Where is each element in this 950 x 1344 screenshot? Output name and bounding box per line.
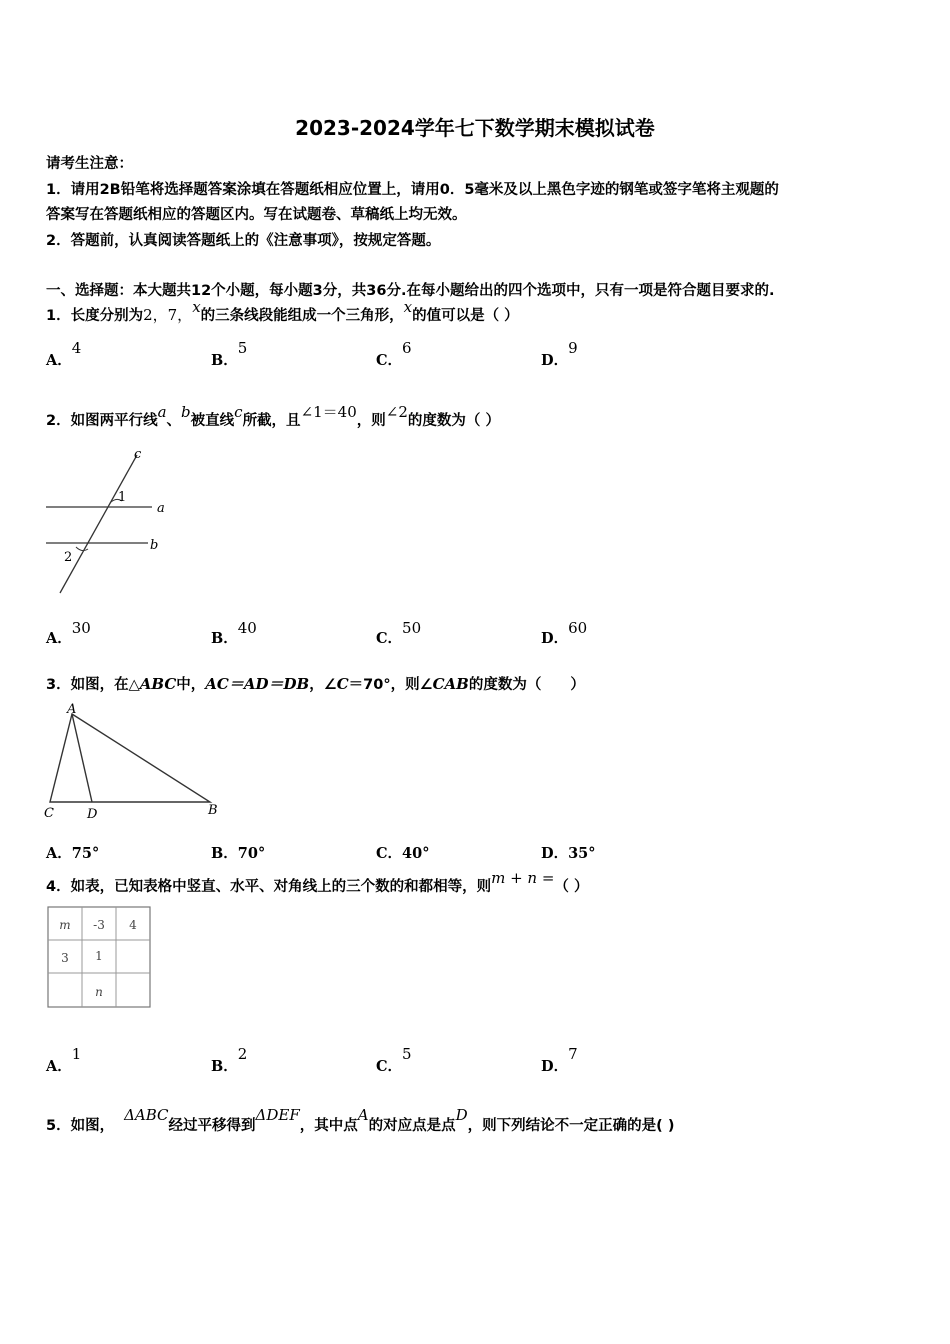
q5-text-5: ，则下列结论不一定正确的是( ) xyxy=(467,1118,675,1134)
q5-math-def: ΔDEF xyxy=(255,1106,300,1124)
q1-option-b[interactable] xyxy=(211,337,248,369)
option-value: 40 xyxy=(237,619,257,637)
option-value: 5 xyxy=(402,1045,412,1063)
segment-ad xyxy=(72,714,92,802)
q2-option-c[interactable] xyxy=(376,617,422,647)
option-label: D． xyxy=(541,630,569,647)
label-C: C xyxy=(44,806,54,821)
q2-angle-1: ∠1＝40 xyxy=(300,403,357,421)
q3-option-d[interactable] xyxy=(541,842,596,863)
option-label: B． xyxy=(211,352,238,369)
q2-option-d[interactable] xyxy=(541,617,588,647)
table-cell: 3 xyxy=(61,951,69,965)
option-label: A． xyxy=(46,352,72,369)
q3-math-cab: CAB xyxy=(432,675,469,693)
notice-line-3: 2．答题前，认真阅读答题纸上的《注意事项》，按规定答题。 xyxy=(46,233,441,249)
q1-math-values: 2，7， xyxy=(143,306,193,324)
option-value: 6 xyxy=(402,339,412,357)
q2-math-a: a xyxy=(157,403,167,421)
q5-text-1: 5．如图， xyxy=(46,1118,115,1134)
option-label: C． xyxy=(376,630,403,647)
question-3-stem xyxy=(46,673,585,694)
q3-triangle-figure xyxy=(40,700,230,825)
q4-text-2: （ ） xyxy=(554,879,589,895)
option-label: B． xyxy=(211,1058,238,1075)
q3-text-5: 的度数为（ ） xyxy=(468,677,585,693)
page-title: 2023-2024学年七下数学期末模拟试卷 xyxy=(295,116,655,140)
notice-heading: 请考生注意： xyxy=(46,156,133,172)
q4-option-b[interactable] xyxy=(211,1043,248,1075)
label-angle-2: 2 xyxy=(64,550,73,565)
notice-line-2: 答案写在答题纸相应的答题区内。写在试题卷、草稿纸上均无效。 xyxy=(46,207,467,223)
q2-option-b[interactable] xyxy=(211,617,257,647)
option-value: 35° xyxy=(568,845,596,862)
option-label: C． xyxy=(376,1058,403,1075)
transversal-c xyxy=(60,455,137,593)
option-label: C． xyxy=(376,352,403,369)
q1-math-x-2: x xyxy=(403,298,413,316)
q4-magic-square-table xyxy=(46,905,154,1011)
option-value: 40° xyxy=(402,845,430,862)
label-angle-1: 1 xyxy=(118,490,127,505)
q5-text-2: 经过平移得到 xyxy=(168,1118,256,1134)
q2-angle-2: ∠2 xyxy=(385,403,408,421)
q2-text-3: 所截，且 xyxy=(242,413,301,429)
angle-2-arc xyxy=(76,547,88,551)
q2-math-b: b xyxy=(181,403,191,421)
option-value: 50 xyxy=(402,619,422,637)
q2-text-2: 被直线 xyxy=(190,413,235,429)
q1-text-3: 的值可以是（ ） xyxy=(412,308,519,324)
option-value: 70° xyxy=(237,845,266,862)
q5-math-abc: ΔABC xyxy=(124,1106,169,1124)
section-heading: 一、选择题：本大题共12个小题，每小题3分，共36分.在每小题给出的四个选项中，只有一项是符合题目要求的. xyxy=(46,283,775,299)
q2-text-1: 2．如图两平行线 xyxy=(46,413,158,429)
q3-option-c[interactable] xyxy=(376,842,429,863)
q3-math-eq: AC＝AD＝DB xyxy=(205,675,310,693)
option-value: 60 xyxy=(568,619,588,637)
q4-option-c[interactable] xyxy=(376,1043,412,1075)
q4-math-expr: m + n = xyxy=(491,869,555,887)
q5-text-4: 的对应点是点 xyxy=(368,1118,456,1134)
q2-sep: 、 xyxy=(166,413,182,429)
q4-option-a[interactable] xyxy=(46,1043,82,1075)
q2-parallel-lines-figure xyxy=(40,445,180,600)
q1-math-x: x xyxy=(192,298,201,316)
triangle-abc xyxy=(50,714,210,802)
option-label: C． xyxy=(376,845,403,862)
label-B: B xyxy=(208,803,218,818)
label-a: a xyxy=(157,501,165,516)
q4-option-d[interactable] xyxy=(541,1043,578,1075)
table-cell: n xyxy=(95,985,103,999)
q1-text-1: 1．长度分别为 xyxy=(46,308,144,324)
option-value: 2 xyxy=(237,1045,248,1063)
table-cell: m xyxy=(59,918,71,932)
question-2-stem xyxy=(46,403,500,430)
option-value: 4 xyxy=(71,339,82,357)
option-label: A． xyxy=(46,845,72,862)
option-label: B． xyxy=(211,845,238,862)
option-value: 5 xyxy=(237,339,248,357)
q2-text-5: 的度数为（ ） xyxy=(407,413,500,429)
option-label: A． xyxy=(46,630,72,647)
table-cell: 4 xyxy=(129,918,137,932)
label-A: A xyxy=(67,702,77,717)
q3-text-2: 中， xyxy=(176,677,206,693)
option-value: 1 xyxy=(71,1045,82,1063)
option-value: 30 xyxy=(71,619,91,637)
q5-text-3: ，其中点 xyxy=(299,1118,358,1134)
q1-text-2: 的三条线段能组成一个三角形， xyxy=(200,308,404,324)
q3-text-1: 3．如图，在△ xyxy=(46,677,140,693)
q2-text-4: ，则 xyxy=(356,413,386,429)
option-value: 7 xyxy=(568,1045,578,1063)
q4-text-1: 4．如表，已知表格中竖直、水平、对角线上的三个数的和都相等，则 xyxy=(46,879,492,895)
q3-text-3: ，∠ xyxy=(309,677,337,693)
table-cell: 1 xyxy=(95,949,103,963)
q2-math-c: c xyxy=(234,403,243,421)
question-1-stem xyxy=(46,298,519,325)
q1-option-d[interactable] xyxy=(541,337,578,369)
notice-line-1: 1．请用2B铅笔将选择题答案涂填在答题纸相应位置上，请用0．5毫米及以上黑色字迹的钢笔或签字笔将主观题的 xyxy=(46,182,779,198)
q1-option-a[interactable] xyxy=(46,337,82,369)
option-label: D． xyxy=(541,352,569,369)
q3-text-4: ＝70°，则∠ xyxy=(348,677,433,693)
label-b: b xyxy=(150,538,159,553)
q5-math-d: D xyxy=(455,1106,468,1124)
question-4-stem xyxy=(46,869,589,896)
option-label: D． xyxy=(541,845,569,862)
q3-math-c: C xyxy=(336,675,349,693)
q5-math-a: A xyxy=(357,1106,369,1124)
option-label: A． xyxy=(46,1058,72,1075)
label-D: D xyxy=(87,807,98,822)
q3-option-a[interactable] xyxy=(46,842,99,863)
q2-option-a[interactable] xyxy=(46,617,91,647)
table-cell: -3 xyxy=(93,918,105,932)
q3-option-b[interactable] xyxy=(211,842,265,863)
question-5-stem xyxy=(46,1106,675,1135)
label-c: c xyxy=(134,447,142,462)
option-label: B． xyxy=(211,630,238,647)
q1-option-c[interactable] xyxy=(376,337,412,369)
option-label: D． xyxy=(541,1058,569,1075)
q3-math-abc: ABC xyxy=(139,675,177,693)
option-value: 75° xyxy=(71,845,100,862)
option-value: 9 xyxy=(568,339,578,357)
